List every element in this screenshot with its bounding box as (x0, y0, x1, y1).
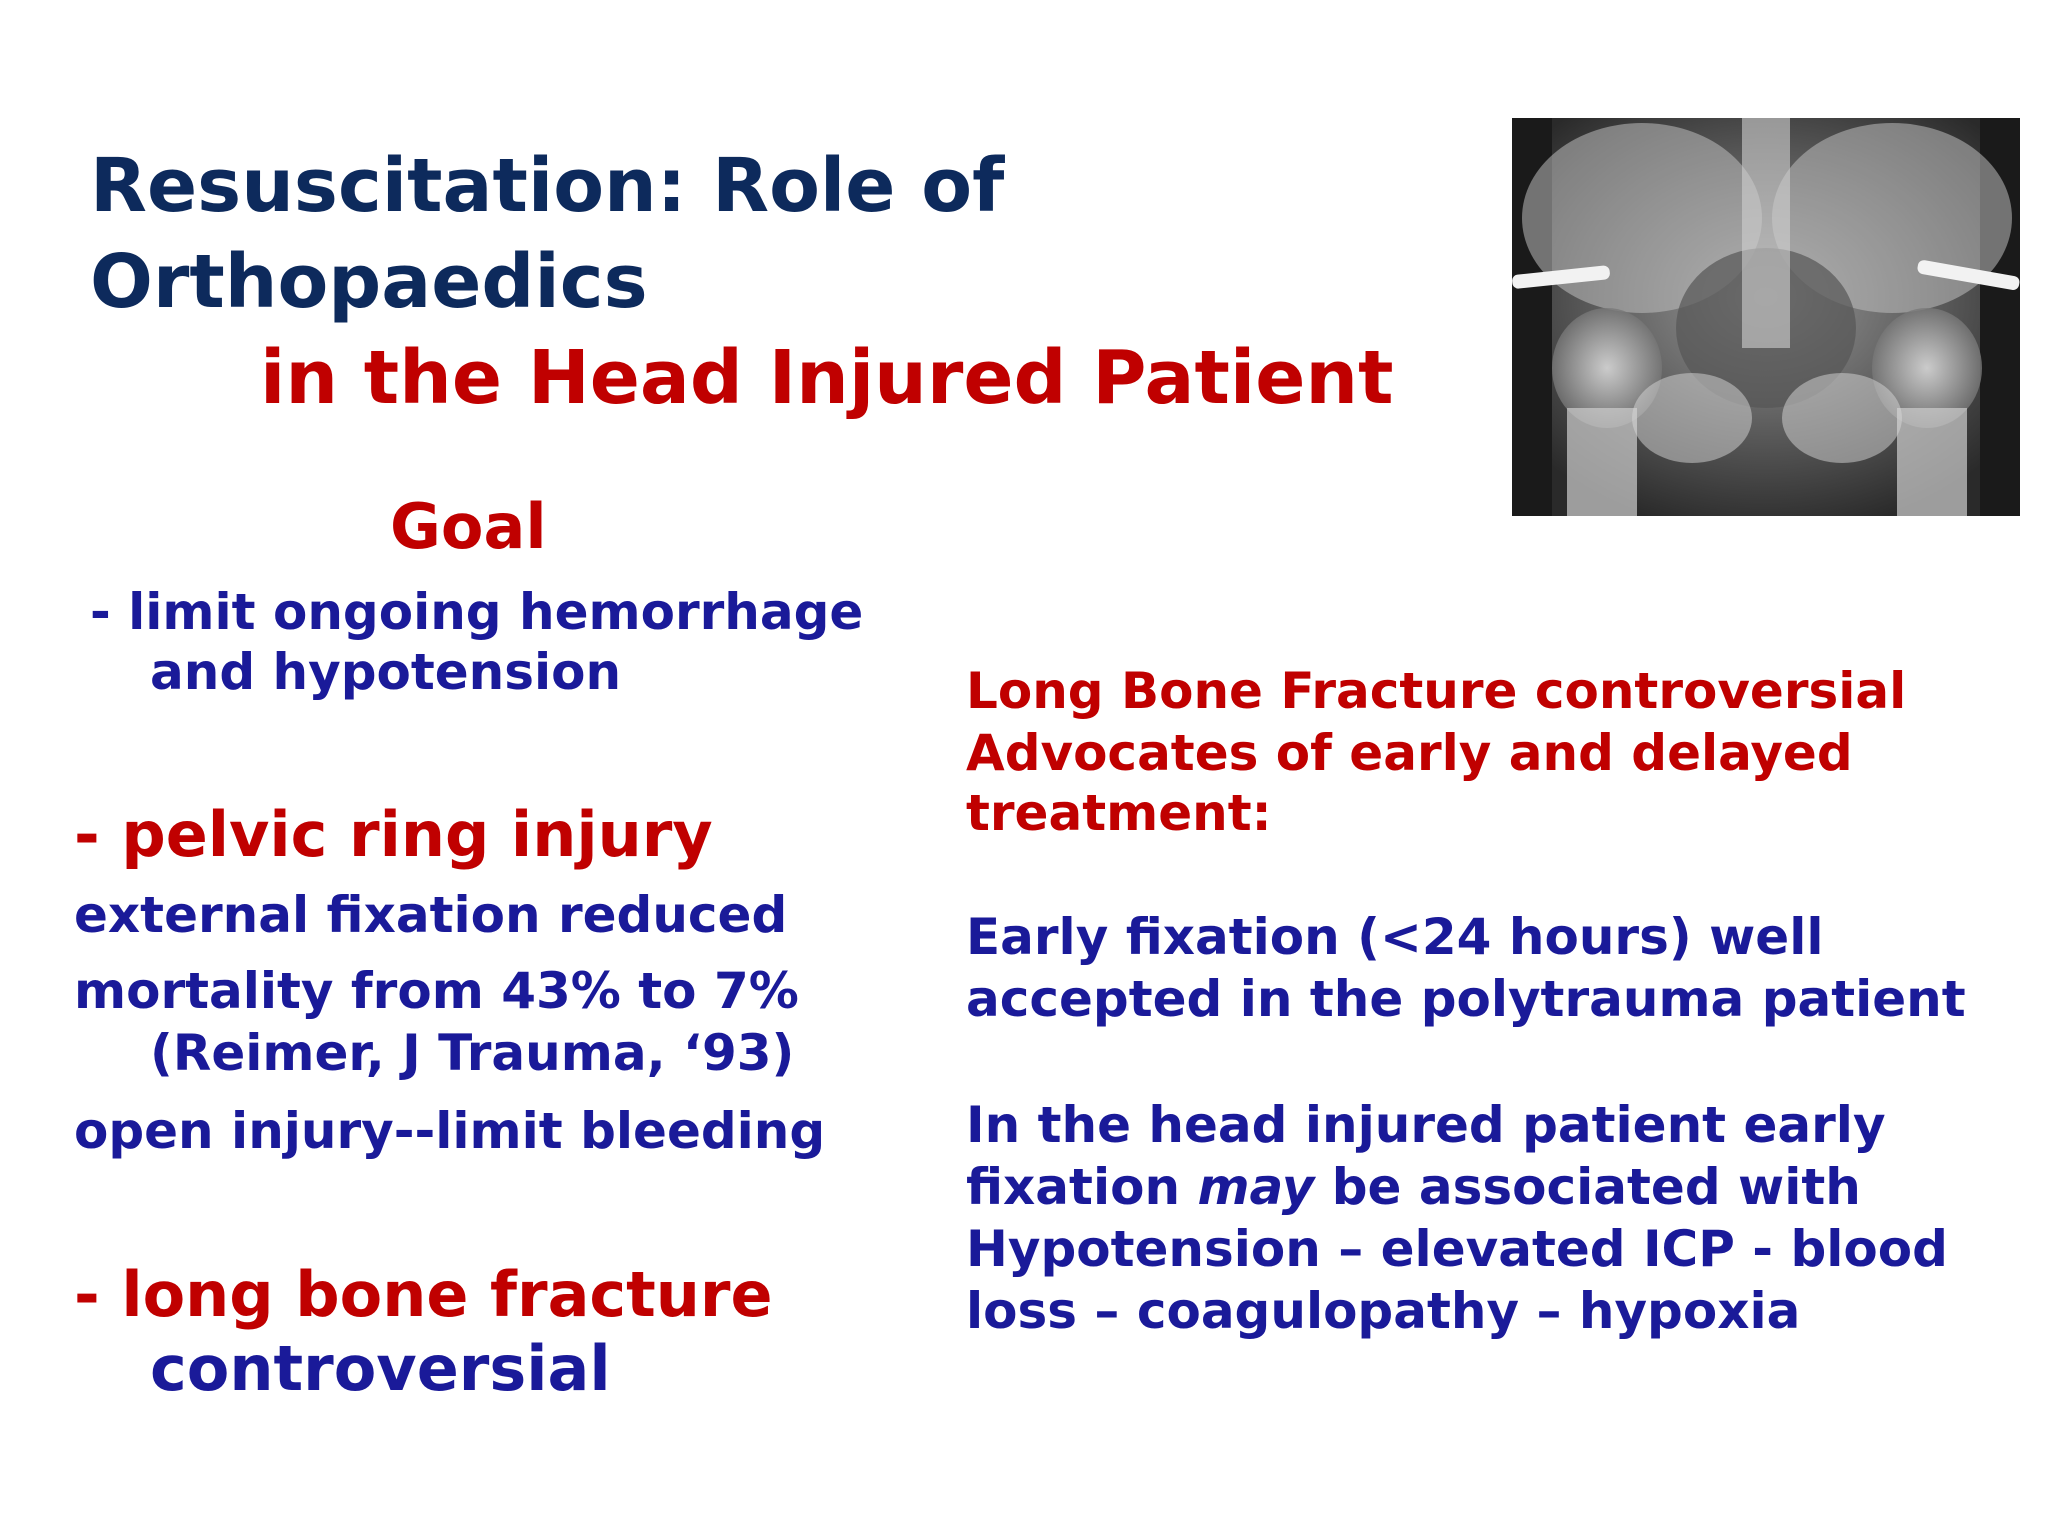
right-early-line-2: accepted in the polytrauma patient (966, 970, 1966, 1028)
right-head-line-1: In the head injured patient early (966, 1096, 1886, 1154)
long-bone-line-2: controversial (150, 1332, 611, 1405)
pelvic-line-4: open injury--limit bleeding (74, 1102, 826, 1160)
head-line-2-a: fixation (966, 1158, 1198, 1216)
long-bone-heading: - long bone fracture (74, 1258, 773, 1331)
pelvis-xray-image (1512, 118, 2020, 516)
slide-title (60, 138, 1460, 426)
right-head-line-4: loss – coagulopathy – hypoxia (966, 1282, 1801, 1340)
pelvic-heading: - pelvic ring injury (74, 798, 713, 871)
right-head-line-2 (966, 1158, 1861, 1216)
right-head-line-3: Hypotension – elevated ICP - blood (966, 1220, 1948, 1278)
goal-line-1: - limit ongoing hemorrhage (90, 583, 864, 641)
title-line-1: Resuscitation: Role of Orthopaedics (90, 143, 1005, 325)
right-intro-line-1: Long Bone Fracture controversial (966, 662, 1907, 720)
pelvic-line-2: mortality from 43% to 7% (74, 962, 799, 1020)
goal-heading: Goal (390, 490, 547, 563)
head-line-2-b: be associated with (1314, 1158, 1861, 1216)
right-intro-line-2: Advocates of early and delayed (966, 724, 1853, 782)
right-early-line-1: Early fixation (<24 hours) well (966, 908, 1824, 966)
goal-line-2: and hypotension (150, 643, 622, 701)
head-line-2-em: may (1197, 1158, 1315, 1216)
title-line-2: in the Head Injured Patient (260, 335, 1394, 421)
right-intro-line-3: treatment: (966, 784, 1272, 842)
pelvic-line-3: (Reimer, J Trauma, ‘93) (150, 1024, 795, 1082)
pelvic-line-1: external fixation reduced (74, 886, 788, 944)
